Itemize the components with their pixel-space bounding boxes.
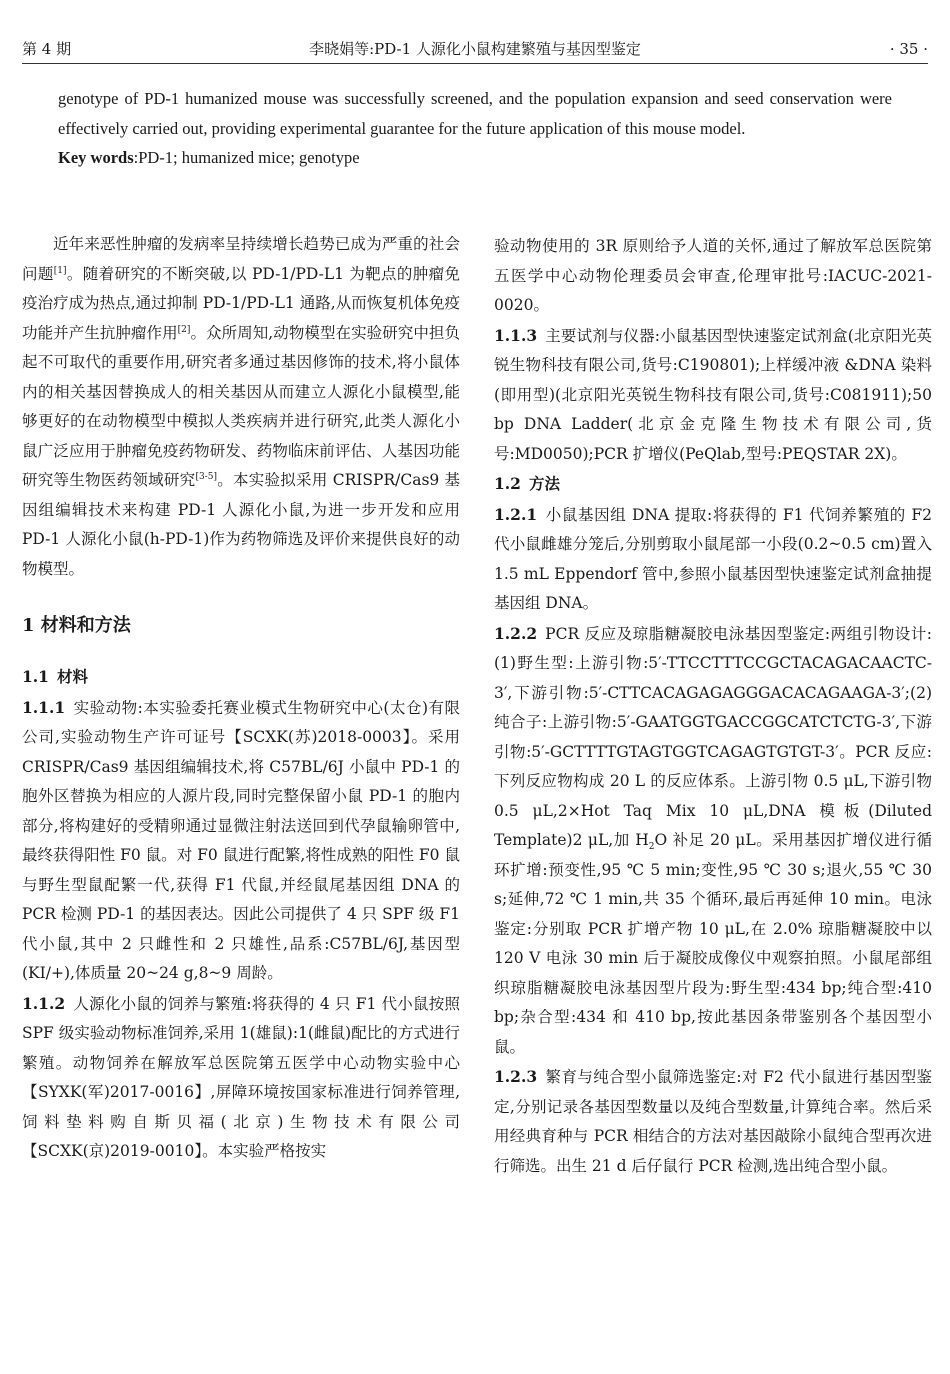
intro-text-a: 近年来恶性肿瘤的发病率呈持续增长趋势已成为严重的社会问题: [22, 235, 460, 283]
header-rule: [22, 63, 928, 64]
paragraph-1-2-1: [494, 500, 932, 619]
subsection-number: 1.1.3: [494, 325, 538, 345]
paragraph-1-1-1: [22, 693, 460, 989]
intro-text-c: 。众所周知,动物模型在实验研究中担负起不可取代的重要作用,研究者多通过基因修饰的技术,将小鼠体内的相关基因替换成人的相关基因从而建立人源化小鼠模型,能够更好的在动物模型中模拟人类疾病并进行研究,此类人源化小鼠广泛应用于肿瘤免疫药物研发、药物临床前评估、人基因功能研究等生物医药领域研究: [22, 323, 460, 489]
paragraph-1-2-2: [494, 619, 932, 1063]
citation-3: [3-5]: [195, 471, 217, 482]
paragraph-text: 小鼠基因组 DNA 提取:将获得的 F1 代饲养繁殖的 F2 代小鼠雌雄分笼后,分别剪取小鼠尾部一小段(0.2~0.5 cm)置入 1.5 mL Eppendorf 管中,参照小鼠基因型快速鉴定试剂盒抽提基因组 DNA。: [494, 505, 932, 612]
subsection-1-2-heading: [494, 469, 932, 500]
subsection-number: 1.1: [22, 667, 49, 686]
left-column: [22, 230, 460, 1167]
intro-text-d: 。本实验拟采用 CRISPR/Cas9 基因组编辑技术来构建 PD-1 人源化小鼠,为进一步开发和应用 PD-1 人源化小鼠(h-PD-1)作为药物筛选及评价来提供良好的动物模型。: [22, 471, 460, 578]
running-title: 李晓娟等:PD-1 人源化小鼠构建繁殖与基因型鉴定: [309, 40, 641, 58]
paragraph-text-b: O 补足 20 μL。采用基因扩增仪进行循环扩增:预变性,95 ℃ 5 min;变性,95 ℃ 30 s;退火,55 ℃ 30 s;延伸,72 ℃ 1 min,共 35 个循环,最后再延伸 10 min。电泳鉴定:分别取 PCR 扩增产物 10 μL,在 2.0% 琼脂糖凝胶中以 120 V 电泳 30 min 后于凝胶成像仪中观察拍照。小鼠尾部组织琼脂糖凝胶电泳基因型片段为:野生型:434 bp;纯合型:410 bp;杂合型:434 和 410 bp,按此基因条带鉴别各个基因型小鼠。: [494, 831, 932, 1056]
keywords-label: Key words: [58, 148, 134, 167]
abstract-block: [58, 84, 892, 173]
subsection-number: 1.2.2: [494, 623, 538, 643]
keywords-values: :PD-1; humanized mice; genotype: [133, 148, 360, 167]
subscript: 2: [648, 842, 655, 853]
citation-1: [1]: [53, 265, 67, 276]
issue-number: 第 4 期: [22, 40, 72, 58]
abstract-text: genotype of PD-1 humanized mouse was successfully screened, and the population expansion and seed conservation were effectively carried out, providing experimental guarantee for the future application of this mouse model.: [58, 89, 892, 138]
subsection-number: 1.2.1: [494, 504, 538, 524]
paragraph-1-1-2: [22, 989, 460, 1167]
subsection-title: 方法: [528, 474, 560, 493]
section-1-heading: 1 材料和方法: [22, 615, 131, 636]
subsection-number: 1.1.1: [22, 697, 66, 717]
paragraph-text: 实验动物:本实验委托赛业模式生物研究中心(太仓)有限公司,实验动物生产许可证号【SCXK(苏)2018-0003】。采用 CRISPR/Cas9 基因组编辑技术,将 C57BL/6J 小鼠中 PD-1 的胞外区替换为相应的人源片段,同时完整保留小鼠 PD-1 的胞内部分,将构建好的受精卵通过显微注射法送回到代孕鼠输卵管中,最终获得阳性 F0 鼠。对 F0 鼠进行配繁,将性成熟的阳性 F0 鼠与野生型鼠配繁一代,获得 F1 代鼠,并经鼠尾基因组 DNA 的 PCR 检测 PD-1 的基因表达。因此公司提供了 4 只 SPF 级 F1 代小鼠,其中 2 只雌性和 2 只雄性,品系:C57BL/6J,基因型(KI/+),体质量 20~24 g,8~9 周龄。: [22, 698, 460, 982]
subsection-title: 材料: [56, 667, 88, 686]
subsection-number: 1.1.2: [22, 993, 66, 1013]
page-number: · 35 ·: [889, 40, 928, 58]
paragraph-text-a: PCR 反应及琼脂糖凝胶电泳基因型鉴定:两组引物设计:(1)野生型:上游引物:5′-TTCCTTTCCGCTACAGACAACTC-3′,下游引物:5′-CTTCACAGAGAGGGACACAGAAGA-3′;(2)纯合子:上游引物:5′-GAATGGTGACCGGCATCTCTG-3′,下游引物:5′-GCTTTTGTAGTGGTCAGAGTGTGT-3′。PCR 反应:下列反应物构成 20 L 的反应体系。上游引物 0.5 μL,下游引物 0.5 μL,2×Hot Taq Mix 10 μL,DNA 模板(Diluted Template)2 μL,加 H: [494, 624, 932, 849]
right-column: [494, 232, 932, 1181]
intro-paragraph: [22, 230, 460, 584]
paragraph-1-1-3: [494, 321, 932, 470]
paragraph-1-2-3: [494, 1062, 932, 1181]
subsection-number: 1.2.3: [494, 1067, 538, 1086]
keywords-line: [58, 143, 892, 173]
paragraph-text: 主要试剂与仪器:小鼠基因型快速鉴定试剂盒(北京阳光英锐生物科技有限公司,货号:C190801);上样缓冲液 &DNA 染料(即用型)(北京阳光英锐生物科技有限公司,货号:C081911);50 bp DNA Ladder(北京金克隆生物技术有限公司,货号:MD0050);PCR 扩增仪(PeQlab,型号:PEQSTAR 2X)。: [494, 326, 932, 463]
paragraph-text: 繁育与纯合型小鼠筛选鉴定:对 F2 代小鼠进行基因型鉴定,分别记录各基因型数量以及纯合型数量,计算纯合率。然后采用经典育种与 PCR 相结合的方法对基因敲除小鼠纯合型再次进行筛选。出生 21 d 后仔鼠行 PCR 检测,选出纯合型小鼠。: [494, 1068, 932, 1175]
running-header: [22, 36, 928, 62]
citation-2: [2]: [177, 324, 191, 335]
continued-paragraph: 验动物使用的 3R 原则给予人道的关怀,通过了解放军总医院第五医学中心动物伦理委员会审查,伦理审批号:IACUC-2021-0020。: [494, 237, 932, 314]
subsection-number: 1.2: [494, 474, 521, 493]
subsection-1-1-heading: [22, 662, 460, 693]
paragraph-text: 人源化小鼠的饲养与繁殖:将获得的 4 只 F1 代小鼠按照 SPF 级实验动物标准饲养,采用 1(雄鼠):1(雌鼠)配比的方式进行繁殖。动物饲养在解放军总医院第五医学中心动物实验中心【SYXK(军)2017-0016】,屏障环境按国家标准进行饲养管理,饲料垫料购自斯贝福(北京)生物技术有限公司【SCXK(京)2019-0010】。本实验严格按实: [22, 994, 460, 1160]
intro-text-b: 。随着研究的不断突破,以 PD-1/PD-L1 为靶点的肿瘤免疫治疗成为热点,通过抑制 PD-1/PD-L1 通路,从而恢复机体免疫功能并产生抗肿瘤作用: [22, 264, 460, 342]
